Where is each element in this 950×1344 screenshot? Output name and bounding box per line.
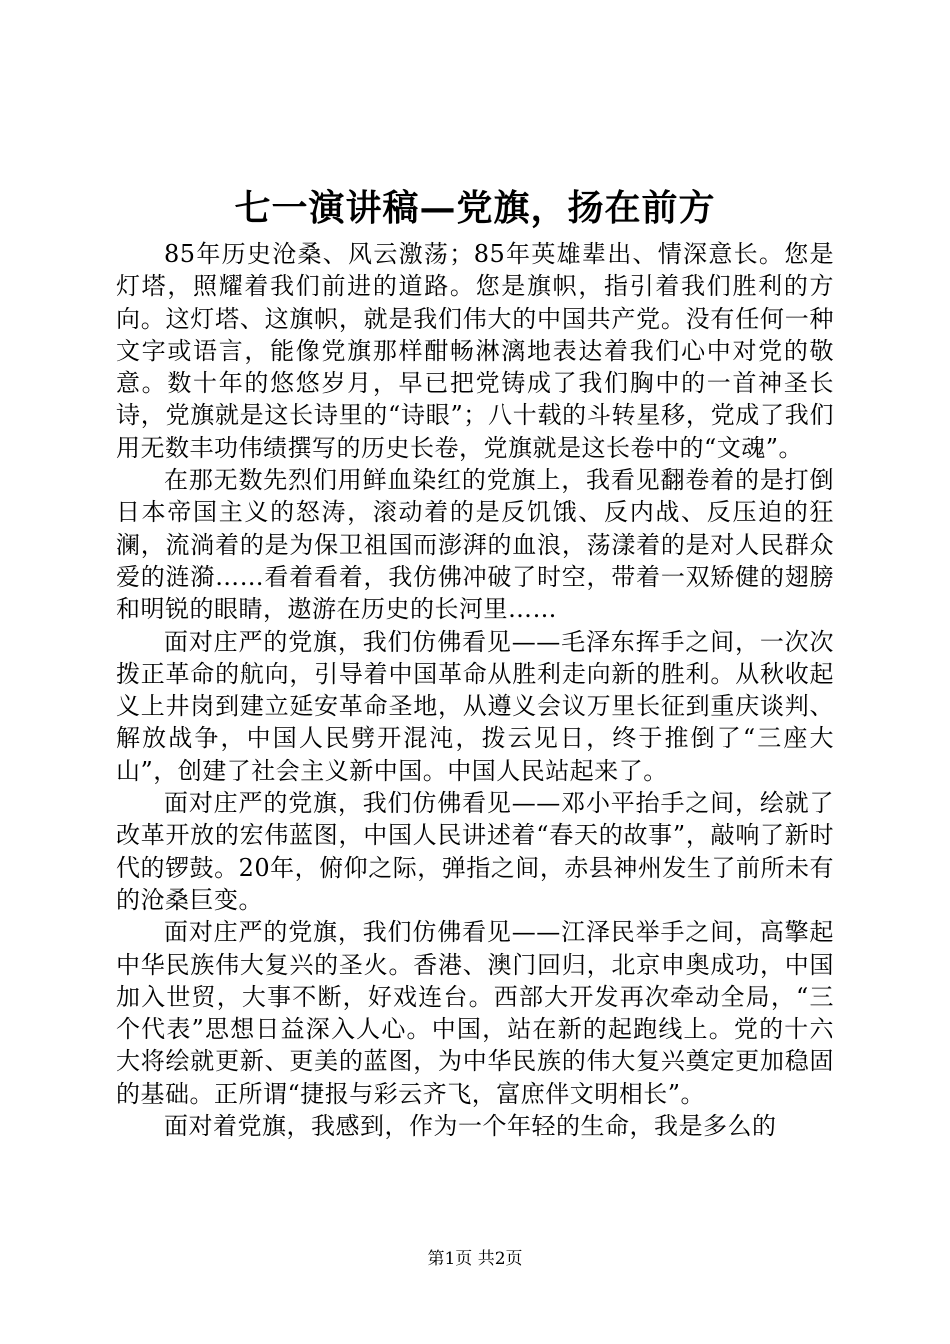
paragraph-6: 面对着党旗，我感到，作为一个年轻的生命，我是多么的 — [164, 1112, 777, 1141]
page-footer: 第1页 共2页 — [427, 1249, 523, 1269]
paragraph-5: 面对庄严的党旗，我们仿佛看见——江泽民举手之间，高擎起中华民族伟大复兴的圣火。香港、澳门回归，北京申奥成功，中国加入世贸，大事不断，好戏连台。西部大开发再次牵动全局，“三个代表”思想日益深入人心。中国，站在新的起跑线上。党的十六大将绘就更新、更美的蓝图，为中华民族的伟大复兴奠定更加稳固的基础。正所谓“捷报与彩云齐飞，富庶伴文明相长”。 — [116, 918, 834, 1108]
document-title: 七一演讲稿—党旗，扬在前方 — [234, 187, 716, 229]
paragraph-4: 面对庄严的党旗，我们仿佛看见——邓小平抬手之间，绘就了改革开放的宏伟蓝图，中国人民讲述着“春天的故事”，敲响了新时代的锣鼓。20年，俯仰之际，弹指之间，赤县神州发生了前所未有的沧桑巨变。 — [116, 789, 834, 914]
paragraph-3: 面对庄严的党旗，我们仿佛看见——毛泽东挥手之间，一次次拨正革命的航向，引导着中国革命从胜利走向新的胜利。从秋收起义上井岗到建立延安革命圣地，从遵义会议万里长征到重庆谈判、解放战争，中国人民劈开混沌，拨云见日，终于推倒了“三座大山”，创建了社会主义新中国。中国人民站起来了。 — [116, 627, 834, 785]
paragraph-2: 在那无数先烈们用鲜血染红的党旗上，我看见翻卷着的是打倒日本帝国主义的怒涛，滚动着的是反饥饿、反内战、反压迫的狂澜，流淌着的是为保卫祖国而澎湃的血浪，荡漾着的是对人民群众爱的涟漪……看着看着，我仿佛冲破了时空，带着一双矫健的翅膀和明锐的眼睛，遨游在历史的长河里…… — [116, 466, 834, 624]
paragraph-1: 85年历史沧桑、风云激荡；85年英雄辈出、情深意长。您是灯塔，照耀着我们前进的道路。您是旗帜，指引着我们胜利的方向。这灯塔、这旗帜，就是我们伟大的中国共产党。没有任何一种文字或语言，能像党旗那样酣畅淋漓地表达着我们心中对党的敬意。数十年的悠悠岁月，早已把党铸成了我们胸中的一首神圣长诗，党旗就是这长诗里的“诗眼”；八十载的斗转星移，党成了我们用无数丰功伟绩撰写的历史长卷，党旗就是这长卷中的“文魂”。 — [116, 240, 834, 462]
document-body — [116, 238, 834, 1142]
